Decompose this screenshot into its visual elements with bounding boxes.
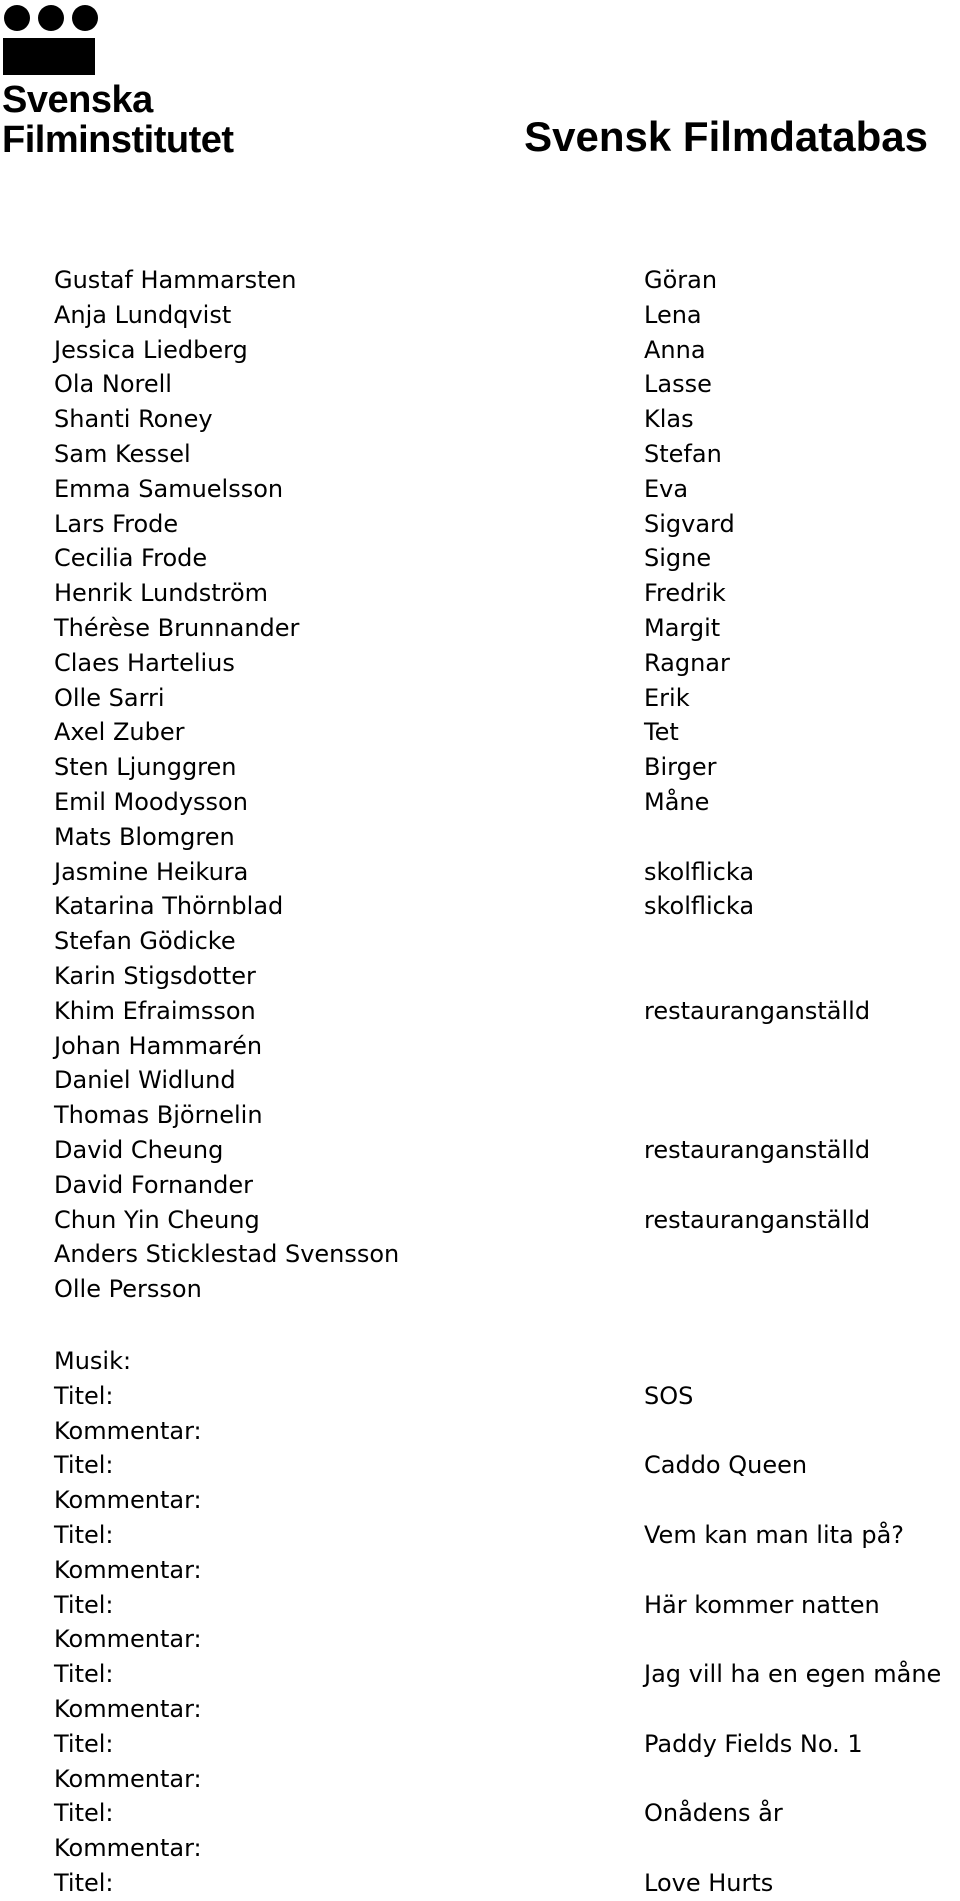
music-heading-row	[0, 1344, 960, 1379]
cast-row	[0, 750, 960, 785]
cast-actor-name: Khim Efraimsson	[54, 996, 256, 1025]
music-title-label: Titel:	[54, 1590, 114, 1619]
music-comment-label: Kommentar:	[54, 1764, 202, 1793]
site-title: Svensk Filmdatabas	[524, 113, 928, 160]
cast-role-name: Göran	[644, 266, 718, 294]
cast-actor-name: Karin Stigsdotter	[54, 961, 256, 990]
cast-role-name: Måne	[644, 787, 710, 816]
cast-actor-name: David Fornander	[54, 1170, 253, 1199]
music-title-value: Paddy Fields No. 1	[644, 1729, 863, 1758]
music-title-value: Här kommer natten	[644, 1590, 880, 1619]
music-title-label: Titel:	[54, 1660, 114, 1689]
music-title-label: Titel:	[54, 1451, 114, 1480]
music-comment-label: Kommentar:	[54, 1555, 202, 1584]
logo-wordmark	[2, 80, 234, 160]
logo-line-1: Svenska	[2, 79, 153, 121]
cast-row	[0, 333, 960, 368]
cast-row	[0, 820, 960, 855]
music-title-row	[0, 1518, 960, 1553]
cast-row	[0, 785, 960, 820]
cast-row	[0, 1133, 960, 1168]
music-comment-row	[0, 1831, 960, 1866]
music-comment-row	[0, 1762, 960, 1797]
cast-actor-name: Jessica Liedberg	[54, 335, 248, 364]
cast-actor-name: Olle Sarri	[54, 683, 165, 712]
music-title-label: Titel:	[54, 1868, 114, 1897]
music-title-label: Titel:	[54, 1381, 114, 1410]
music-title-value: SOS	[644, 1381, 694, 1410]
music-comment-label: Kommentar:	[54, 1625, 202, 1654]
cast-role-name: Sigvard	[644, 509, 735, 538]
music-title-value: Onådens år	[644, 1799, 783, 1828]
cast-role-name: Anna	[644, 335, 706, 364]
cast-role-name: restauranganställd	[644, 1135, 871, 1164]
cast-actor-name: Cecilia Frode	[54, 544, 208, 573]
cast-actor-name: Mats Blomgren	[54, 822, 235, 851]
cast-actor-name: Thomas Björnelin	[54, 1101, 263, 1130]
cast-row	[0, 576, 960, 611]
music-title-label: Titel:	[54, 1799, 114, 1828]
cast-actor-name: Daniel Widlund	[54, 1066, 236, 1095]
cast-row	[0, 437, 960, 472]
music-title-row	[0, 1588, 960, 1623]
cast-actor-name: Sten Ljunggren	[54, 753, 237, 782]
cast-actor-name: Stefan Gödicke	[54, 927, 236, 956]
cast-actor-name: Ola Norell	[54, 370, 172, 399]
logo-dots-icon	[3, 4, 99, 32]
cast-actor-name: Anders Sticklestad Svensson	[54, 1240, 400, 1269]
cast-role-name: Lena	[644, 300, 702, 329]
logo-line-2: Filminstitutet	[2, 119, 234, 161]
cast-row	[0, 1168, 960, 1203]
cast-actor-name: Katarina Thörnblad	[54, 892, 284, 921]
music-title-row	[0, 1796, 960, 1831]
music-comment-row	[0, 1553, 960, 1588]
cast-row	[0, 367, 960, 402]
cast-role-name: Eva	[644, 474, 689, 503]
cast-row	[0, 263, 960, 298]
cast-row	[0, 1063, 960, 1098]
music-title-value: Vem kan man lita på?	[644, 1520, 905, 1549]
cast-actor-name: Emma Samuelsson	[54, 474, 284, 503]
cast-row	[0, 681, 960, 716]
cast-actor-name: Sam Kessel	[54, 439, 191, 468]
cast-actor-name: Olle Persson	[54, 1275, 202, 1304]
cast-actor-name: Thérèse Brunnander	[54, 613, 300, 642]
cast-row	[0, 611, 960, 646]
cast-actor-name: Shanti Roney	[54, 405, 213, 434]
cast-row	[0, 1272, 960, 1307]
music-list	[0, 1344, 960, 1901]
cast-role-name: restauranganställd	[644, 1205, 871, 1234]
cast-actor-name: Johan Hammarén	[54, 1031, 263, 1060]
cast-actor-name: Chun Yin Cheung	[54, 1205, 260, 1234]
music-comment-label: Kommentar:	[54, 1416, 202, 1445]
music-title-value: Jag vill ha en egen måne	[644, 1660, 942, 1689]
cast-actor-name: Lars Frode	[54, 509, 179, 538]
music-title-label: Titel:	[54, 1520, 114, 1549]
cast-role-name: skolflicka	[644, 892, 755, 921]
cast-row	[0, 994, 960, 1029]
cast-row	[0, 646, 960, 681]
music-comment-label: Kommentar:	[54, 1834, 202, 1863]
cast-row	[0, 715, 960, 750]
music-comment-row	[0, 1483, 960, 1518]
cast-row	[0, 1098, 960, 1133]
cast-role-name: restauranganställd	[644, 996, 871, 1025]
music-title-value: Love Hurts	[644, 1868, 774, 1897]
cast-row	[0, 889, 960, 924]
cast-row	[0, 402, 960, 437]
music-title-row	[0, 1727, 960, 1762]
cast-row	[0, 1029, 960, 1064]
cast-role-name: Tet	[644, 718, 679, 747]
music-heading: Musik:	[54, 1347, 132, 1375]
cast-role-name: Stefan	[644, 439, 722, 468]
cast-row	[0, 1237, 960, 1272]
cast-row	[0, 1203, 960, 1238]
cast-actor-name: Jasmine Heikura	[54, 857, 249, 886]
cast-role-name: Klas	[644, 405, 694, 434]
music-comment-row	[0, 1692, 960, 1727]
cast-list	[0, 263, 960, 1307]
cast-actor-name: Henrik Lundström	[54, 579, 269, 608]
cast-row	[0, 541, 960, 576]
cast-row	[0, 855, 960, 890]
cast-row	[0, 924, 960, 959]
cast-row	[0, 959, 960, 994]
cast-actor-name: David Cheung	[54, 1135, 224, 1164]
music-title-row	[0, 1379, 960, 1414]
cast-role-name: Lasse	[644, 370, 712, 399]
cast-role-name: Signe	[644, 544, 712, 573]
music-title-row	[0, 1657, 960, 1692]
svenska-filminstitutet-logo	[0, 2, 260, 162]
cast-row	[0, 507, 960, 542]
cast-actor-name: Claes Hartelius	[54, 648, 235, 677]
cast-role-name: Erik	[644, 683, 690, 712]
music-title-label: Titel:	[54, 1729, 114, 1758]
cast-actor-name: Anja Lundqvist	[54, 300, 232, 329]
logo-square-icon	[3, 38, 95, 75]
cast-actor-name: Emil Moodysson	[54, 787, 248, 816]
music-comment-row	[0, 1414, 960, 1449]
cast-actor-name: Gustaf Hammarsten	[54, 266, 297, 294]
cast-role-name: Ragnar	[644, 648, 730, 677]
music-comment-label: Kommentar:	[54, 1694, 202, 1723]
cast-row	[0, 298, 960, 333]
cast-role-name: skolflicka	[644, 857, 755, 886]
cast-row	[0, 472, 960, 507]
music-title-row	[0, 1448, 960, 1483]
music-comment-label: Kommentar:	[54, 1486, 202, 1515]
music-comment-row	[0, 1622, 960, 1657]
music-title-value: Caddo Queen	[644, 1451, 808, 1480]
cast-role-name: Birger	[644, 753, 717, 782]
cast-role-name: Margit	[644, 613, 721, 642]
cast-actor-name: Axel Zuber	[54, 718, 185, 747]
cast-role-name: Fredrik	[644, 579, 726, 608]
